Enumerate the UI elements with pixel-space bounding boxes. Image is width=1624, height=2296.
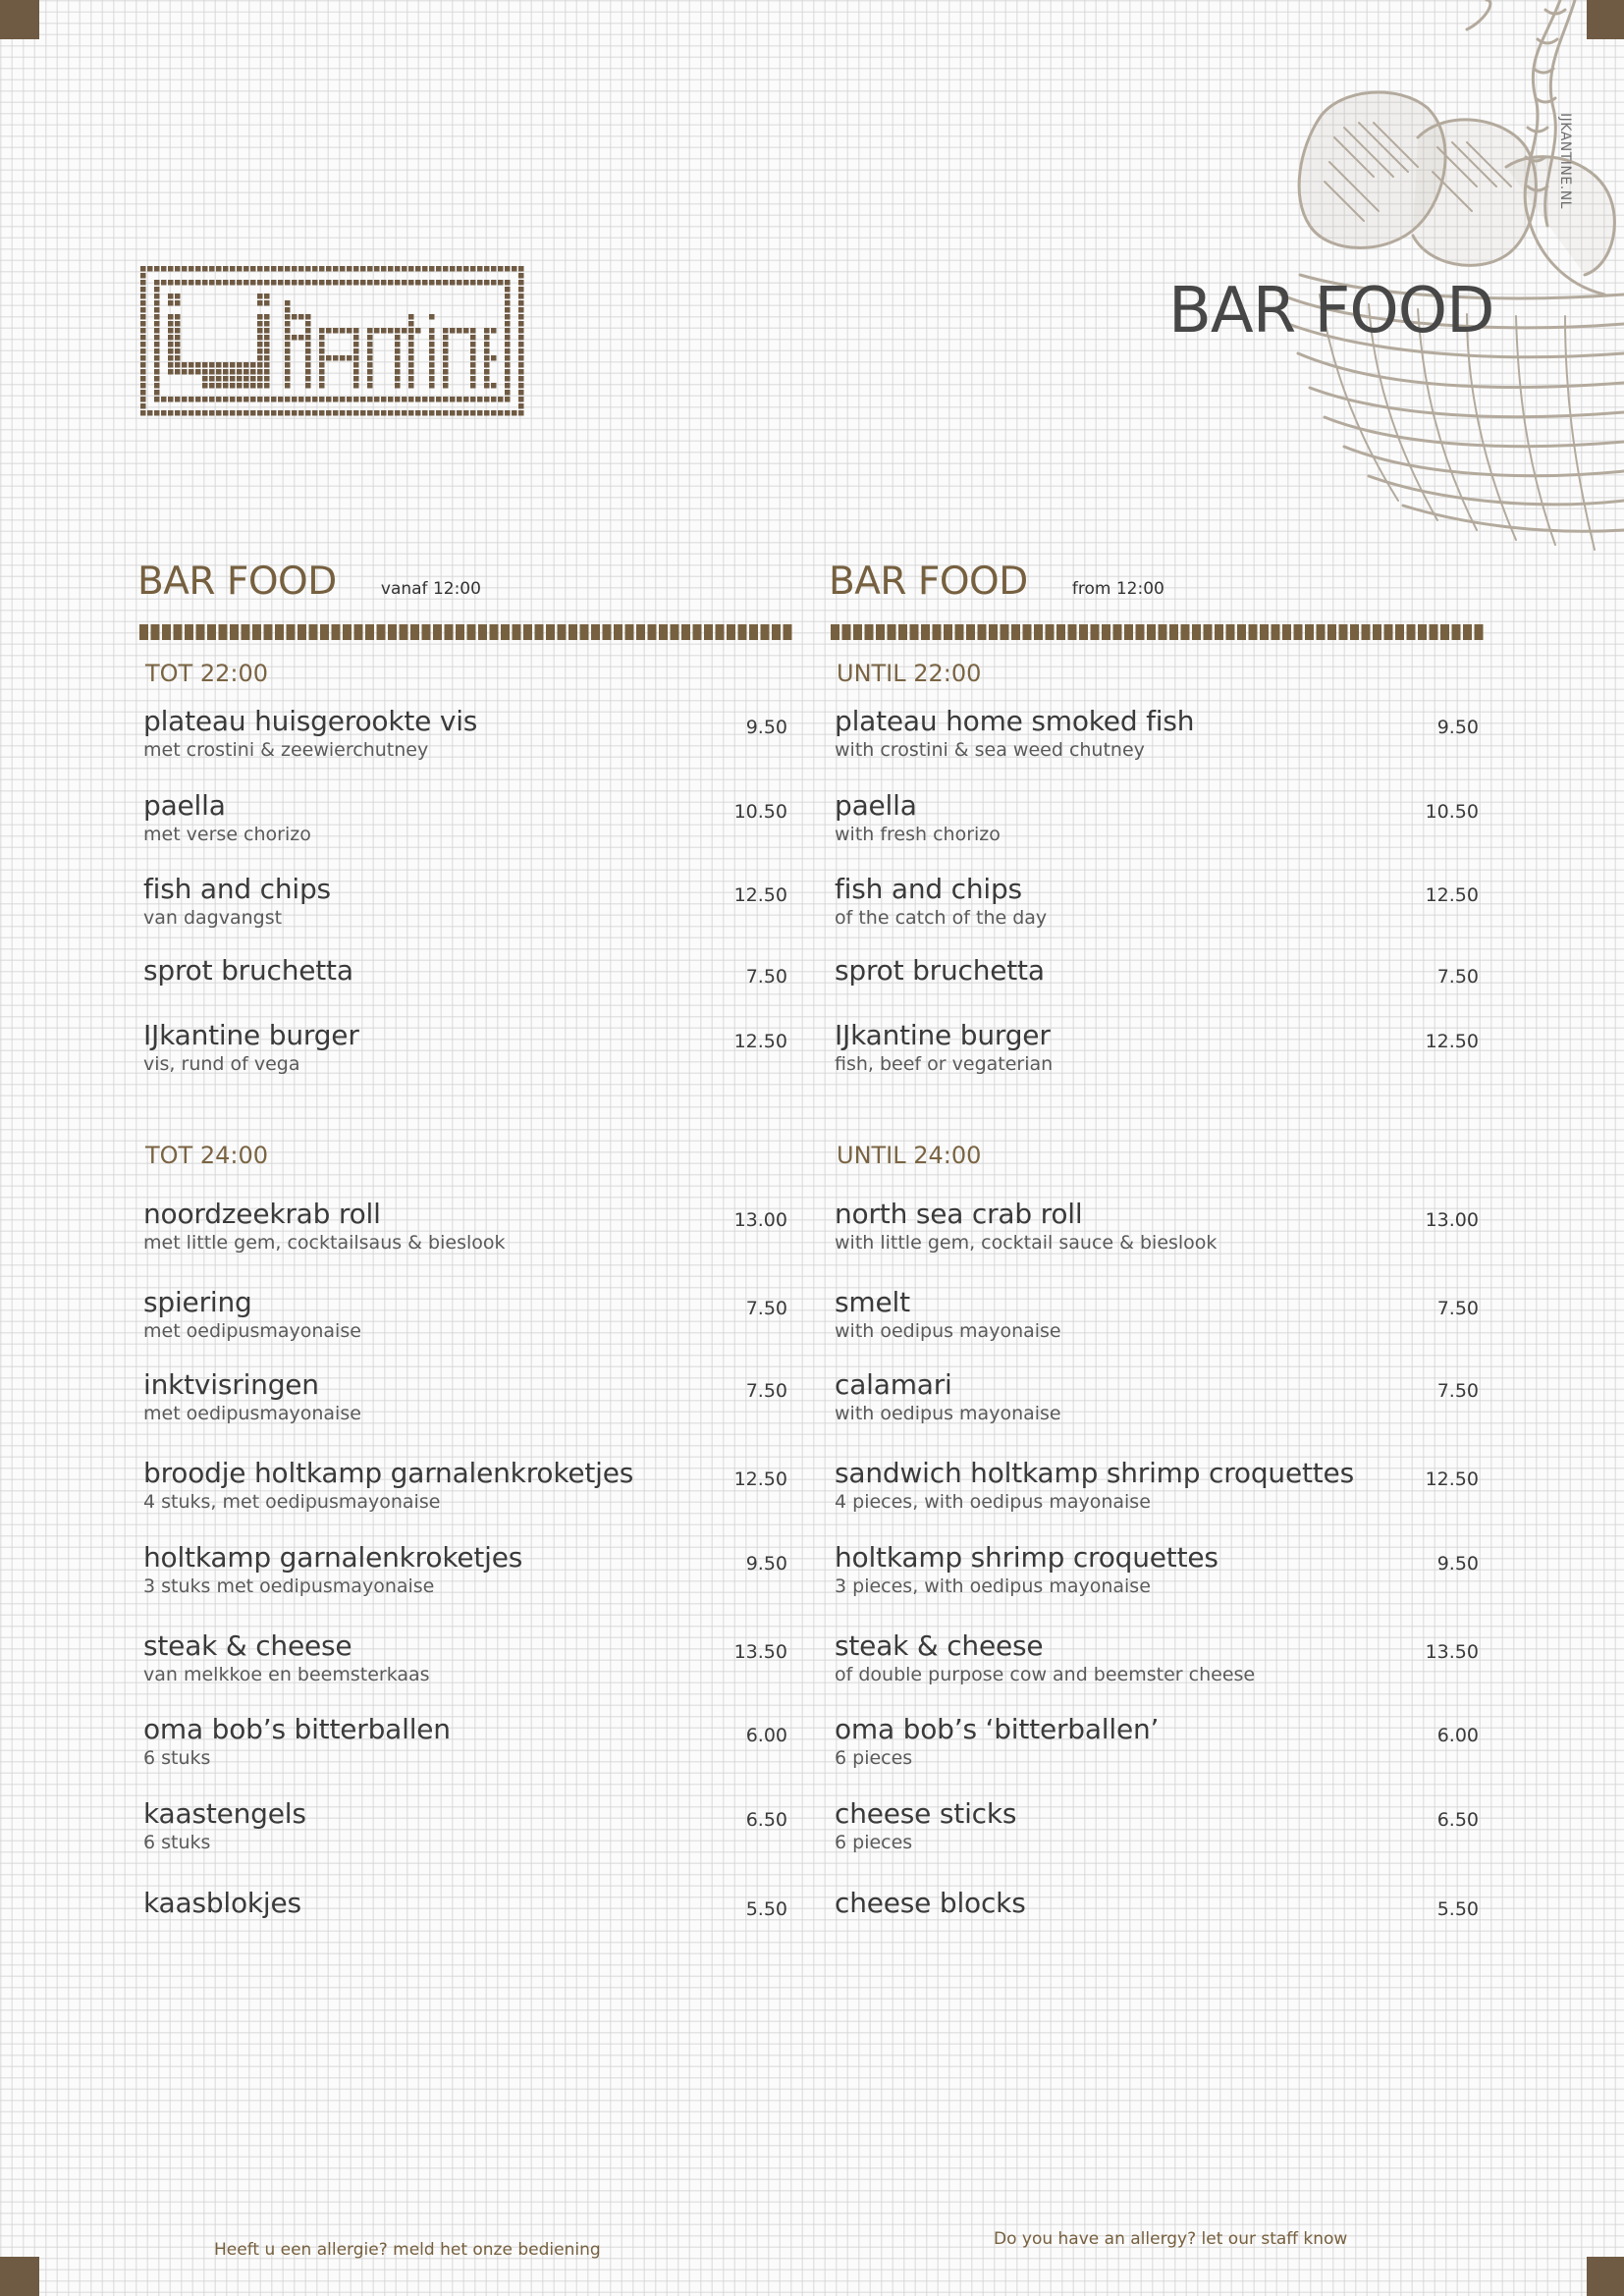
item-name: sprot bruchetta	[835, 954, 1045, 987]
site-url: IJKANTINE.NL	[1557, 113, 1573, 209]
item-price: 10.50	[733, 801, 787, 823]
menu-item	[835, 1457, 1485, 1513]
item-price: 7.50	[1436, 966, 1479, 988]
menu-item	[835, 1713, 1485, 1769]
item-name: kaastengels	[143, 1797, 306, 1830]
section-title: UNTIL 24:00	[837, 1142, 982, 1169]
item-name: oma bob’s bitterballen	[143, 1713, 451, 1745]
menu-item	[835, 1198, 1485, 1254]
column-title: BAR FOOD	[829, 560, 1028, 604]
item-name: steak & cheese	[143, 1629, 352, 1662]
item-name: spiering	[143, 1286, 252, 1318]
item-description: 3 stuks met oedipusmayonaise	[143, 1575, 435, 1597]
menu-item	[143, 1368, 793, 1424]
column-header	[137, 560, 481, 609]
item-price: 12.50	[1425, 1031, 1479, 1052]
item-price: 12.50	[1425, 884, 1479, 906]
menu-item	[835, 1019, 1485, 1075]
menu-item	[835, 1887, 1485, 1919]
menu-item	[835, 789, 1485, 845]
menu-item	[143, 1286, 793, 1342]
item-description: 6 pieces	[835, 1747, 913, 1769]
section-title: UNTIL 22:00	[837, 660, 982, 687]
menu-column-dutch	[135, 560, 803, 1953]
item-name: holtkamp garnalenkroketjes	[143, 1541, 523, 1574]
menu-item	[835, 1286, 1485, 1342]
item-description: with oedipus mayonaise	[835, 1320, 1061, 1342]
section-title: TOT 22:00	[145, 660, 269, 687]
item-price: 13.50	[733, 1641, 787, 1663]
item-description: met oedipusmayonaise	[143, 1320, 361, 1342]
allergy-notice-english: Do you have an allergy? let our staff know	[994, 2229, 1348, 2249]
item-name: IJkantine burger	[835, 1019, 1051, 1051]
column-subtitle: from 12:00	[1071, 579, 1164, 599]
item-name: oma bob’s ‘bitterballen’	[835, 1713, 1160, 1745]
menu-item	[143, 1887, 793, 1919]
menu-item	[835, 1629, 1485, 1685]
item-name: fish and chips	[835, 873, 1022, 905]
item-description: with fresh chorizo	[835, 824, 1001, 845]
menu-item	[143, 789, 793, 845]
item-price: 7.50	[745, 966, 787, 988]
item-price: 13.00	[733, 1209, 787, 1231]
item-price: 7.50	[1436, 1380, 1479, 1402]
item-name: paella	[835, 789, 917, 822]
item-price: 6.00	[745, 1725, 787, 1746]
item-description: met verse chorizo	[143, 824, 311, 845]
item-name: cheese sticks	[835, 1797, 1017, 1830]
dashed-divider	[831, 624, 1485, 640]
item-description: 6 stuks	[143, 1747, 211, 1769]
item-name: fish and chips	[143, 873, 331, 905]
item-name: inktvisringen	[143, 1368, 319, 1401]
corner-decoration	[0, 2257, 39, 2296]
menu-item	[143, 1541, 793, 1597]
allergy-notice-dutch: Heeft u een allergie? meld het onze bediening	[214, 2240, 601, 2260]
item-price: 7.50	[745, 1380, 787, 1402]
column-subtitle: vanaf 12:00	[380, 579, 481, 599]
item-description: 6 stuks	[143, 1832, 211, 1853]
item-name: holtkamp shrimp croquettes	[835, 1541, 1218, 1574]
item-description: of the catch of the day	[835, 907, 1048, 929]
item-price: 12.50	[733, 1031, 787, 1052]
item-price: 5.50	[745, 1898, 787, 1920]
item-price: 9.50	[745, 1553, 787, 1575]
item-price: 6.50	[1436, 1809, 1479, 1831]
item-description: van dagvangst	[143, 907, 283, 929]
item-name: plateau home smoked fish	[835, 705, 1195, 737]
item-name: noordzeekrab roll	[143, 1198, 381, 1230]
corner-decoration	[0, 0, 39, 39]
item-description: with oedipus mayonaise	[835, 1403, 1061, 1424]
menu-item	[835, 954, 1485, 987]
corner-decoration	[1587, 2257, 1624, 2296]
item-price: 12.50	[1425, 1468, 1479, 1490]
menu-item	[835, 1368, 1485, 1424]
menu-item	[143, 1019, 793, 1075]
menu-item	[143, 873, 793, 929]
item-description: 4 pieces, with oedipus mayonaise	[835, 1491, 1151, 1513]
item-price: 7.50	[1436, 1298, 1479, 1319]
item-price: 9.50	[745, 717, 787, 738]
item-price: 13.50	[1425, 1641, 1479, 1663]
menu-item	[143, 1713, 793, 1769]
item-name: cheese blocks	[835, 1887, 1026, 1919]
page-title: BAR FOOD	[1168, 275, 1494, 347]
item-name: plateau huisgerookte vis	[143, 705, 478, 737]
item-description: 6 pieces	[835, 1832, 913, 1853]
item-price: 12.50	[733, 884, 787, 906]
menu-item	[143, 1797, 793, 1853]
item-price: 9.50	[1436, 717, 1479, 738]
item-price: 10.50	[1425, 801, 1479, 823]
item-description: van melkkoe en beemsterkaas	[143, 1664, 430, 1685]
item-name: sprot bruchetta	[143, 954, 353, 987]
menu-item	[835, 1541, 1485, 1597]
item-name: broodje holtkamp garnalenkroketjes	[143, 1457, 634, 1489]
item-name: calamari	[835, 1368, 952, 1401]
item-price: 6.50	[745, 1809, 787, 1831]
item-description: vis, rund of vega	[143, 1053, 300, 1075]
item-description: met little gem, cocktailsaus & bieslook	[143, 1232, 506, 1254]
section-title: TOT 24:00	[145, 1142, 269, 1169]
dashed-divider	[139, 624, 793, 640]
item-description: fish, beef or vegaterian	[835, 1053, 1054, 1075]
item-description: 4 stuks, met oedipusmayonaise	[143, 1491, 441, 1513]
menu-item	[143, 1629, 793, 1685]
menu-item	[835, 873, 1485, 929]
item-description: 3 pieces, with oedipus mayonaise	[835, 1575, 1151, 1597]
item-name: paella	[143, 789, 226, 822]
column-header	[829, 560, 1164, 609]
menu-item	[143, 1457, 793, 1513]
item-description: with little gem, cocktail sauce & bieslook	[835, 1232, 1218, 1254]
item-name: north sea crab roll	[835, 1198, 1083, 1230]
menu-item	[143, 1198, 793, 1254]
menu-column-english	[827, 560, 1494, 1953]
item-name: IJkantine burger	[143, 1019, 359, 1051]
item-price: 13.00	[1425, 1209, 1479, 1231]
menu-item	[835, 705, 1485, 761]
item-name: smelt	[835, 1286, 910, 1318]
item-price: 6.00	[1436, 1725, 1479, 1746]
menu-item	[835, 1797, 1485, 1853]
item-description: met crostini & zeewierchutney	[143, 739, 429, 761]
item-description: of double purpose cow and beemster cheese	[835, 1664, 1256, 1685]
column-title: BAR FOOD	[137, 560, 337, 604]
item-price: 12.50	[733, 1468, 787, 1490]
menu-item	[143, 705, 793, 761]
ijkantine-logo	[140, 266, 525, 417]
item-description: with crostini & sea weed chutney	[835, 739, 1145, 761]
item-name: steak & cheese	[835, 1629, 1044, 1662]
item-description: met oedipusmayonaise	[143, 1403, 361, 1424]
item-price: 5.50	[1436, 1898, 1479, 1920]
item-name: sandwich holtkamp shrimp croquettes	[835, 1457, 1354, 1489]
item-price: 7.50	[745, 1298, 787, 1319]
item-price: 9.50	[1436, 1553, 1479, 1575]
item-name: kaasblokjes	[143, 1887, 301, 1919]
menu-item	[143, 954, 793, 987]
